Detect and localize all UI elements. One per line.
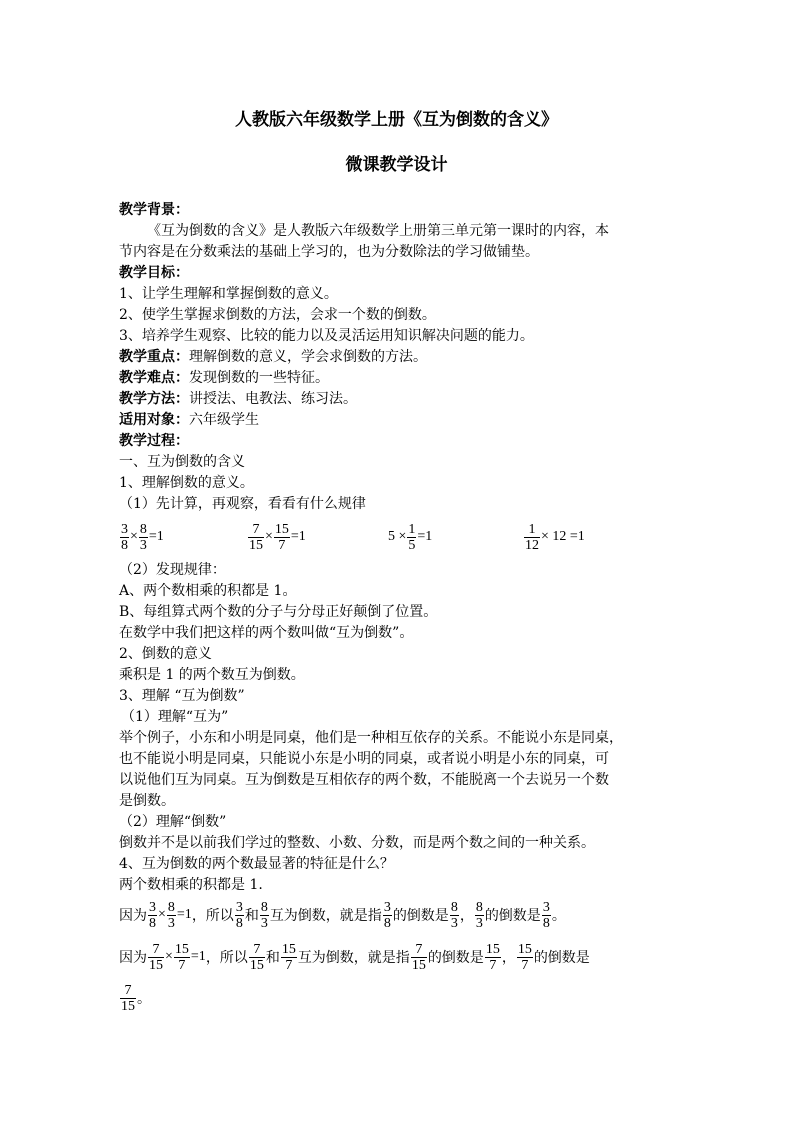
process-line: 举个例子，小东和小明是同桌，他们是一种相互依存的关系。不能说小东是同桌， <box>119 730 623 746</box>
five-times: 5 × <box>388 529 407 544</box>
explain-line-3 <box>119 978 151 1018</box>
comma-text: ， <box>501 950 516 966</box>
because-text: 因为 <box>119 908 147 924</box>
background-label: 教学背景： <box>119 202 189 218</box>
fraction: $\frac{1}{12}$ <box>525 521 539 553</box>
difficulty <box>119 368 329 388</box>
audience-label: 适用对象： <box>119 412 189 428</box>
process-line: （2）理解“倒数” <box>119 814 227 830</box>
fraction: $\frac{15}{7}$ <box>485 941 500 973</box>
fraction: $\frac{8}{3}$ <box>260 899 268 931</box>
process-line: （2）发现规律： <box>119 562 226 578</box>
document-title: 人教版六年级数学上册《互为倒数的含义》 <box>235 110 558 130</box>
period-text: 。 <box>551 908 566 924</box>
equals-one: =1 <box>148 529 164 544</box>
goal-item: 2、使学生掌握求倒数的方法，会求一个数的倒数。 <box>119 307 436 323</box>
and-text: 和 <box>265 950 280 966</box>
recip-of-text: 的倒数是 <box>484 908 541 924</box>
reciprocal-text: 互为倒数，就是指 <box>269 908 382 924</box>
goal-item: 3、培养学生观察、比较的能力以及灵活运用知识解决问题的能力。 <box>119 328 534 344</box>
fraction: $\frac{3}{8}$ <box>542 899 550 931</box>
process-line: 以说他们互为同桌。互为倒数是互相依存的两个数，不能脱离一个去说另一个数 <box>119 772 609 788</box>
process-line: 乘积是 1 的两个数互为倒数。 <box>119 667 305 683</box>
explain-line-2 <box>119 937 590 977</box>
difficulty-label: 教学难点： <box>119 370 189 386</box>
fraction: $\frac{8}{3}$ <box>167 899 175 931</box>
so-text: ，所以 <box>205 950 248 966</box>
method <box>119 389 357 409</box>
equals-one: =1 <box>176 907 192 922</box>
difficulty-text: 发现倒数的一些特征。 <box>189 370 329 386</box>
fraction: $\frac{8}{3}$ <box>475 899 483 931</box>
times-sign: × <box>158 907 166 922</box>
background-text-2: 节内容是在分数乘法的基础上学习的，也为分数除法的学习做铺垫。 <box>119 244 539 260</box>
equation-4 <box>523 517 585 557</box>
reciprocal-text: 互为倒数，就是指 <box>297 950 410 966</box>
equation-1 <box>119 517 164 557</box>
fraction: $\frac{15}{7}$ <box>274 521 289 553</box>
equals-one: =1 <box>290 529 306 544</box>
fraction: $\frac{7}{15}$ <box>249 941 264 973</box>
process-line: 3、理解 “互为倒数” <box>119 688 245 704</box>
fraction: $\frac{8}{3}$ <box>139 521 147 553</box>
background-text-1: 《互为倒数的含义》是人教版六年级数学上册第三单元第一课时的内容，本 <box>147 223 609 239</box>
audience-text: 六年级学生 <box>189 412 259 428</box>
process-line: B、每组算式两个数的分子与分母正好颠倒了位置。 <box>119 604 438 620</box>
recip-of-text: 的倒数是 <box>427 950 484 966</box>
fraction: $\frac{1}{5}$ <box>408 521 416 553</box>
document-subtitle: 微课教学设计 <box>345 155 448 175</box>
fraction: $\frac{7}{15}$ <box>249 521 263 553</box>
goal-item: 1、让学生理解和掌握倒数的意义。 <box>119 286 338 302</box>
explain-line-1 <box>119 895 566 935</box>
process-line: （1）先计算，再观察，看看有什么规律 <box>119 496 366 512</box>
equation-3 <box>388 517 432 557</box>
fraction: $\frac{7}{15}$ <box>411 941 426 973</box>
process-line: A、两个数相乘的积都是 1。 <box>119 583 297 599</box>
equation-2 <box>247 517 306 557</box>
fraction: $\frac{15}{7}$ <box>281 941 296 973</box>
equals-one: =1 <box>190 949 206 964</box>
key-point-label: 教学重点： <box>119 349 189 365</box>
fraction: $\frac{15}{7}$ <box>517 941 532 973</box>
key-point <box>119 347 427 367</box>
period-text: 。 <box>137 991 151 1007</box>
process-line: 也不能说小明是同桌，只能说小东是小明的同桌，或者说小明是小东的同桌，可 <box>119 751 609 767</box>
key-point-text: 理解倒数的意义，学会求倒数的方法。 <box>189 349 427 365</box>
process-line: 是倒数。 <box>119 793 175 809</box>
process-line: 两个数相乘的积都是 1. <box>119 877 263 893</box>
recip-of-text: 的倒数是 <box>533 950 590 966</box>
audience <box>119 410 259 430</box>
comma-text: ， <box>459 908 474 924</box>
process-label: 教学过程： <box>119 433 189 449</box>
process-line: 一、互为倒数的含义 <box>119 454 245 470</box>
fraction: $\frac{3}{8}$ <box>235 899 243 931</box>
because-text: 因为 <box>119 950 147 966</box>
fraction: $\frac{15}{7}$ <box>174 941 189 973</box>
process-line: 在数学中我们把这样的两个数叫做“互为倒数”。 <box>119 625 414 641</box>
process-line: 4、互为倒数的两个数最显著的特征是什么？ <box>119 856 394 872</box>
times-sign: × <box>265 529 273 544</box>
recip-of-text: 的倒数是 <box>392 908 449 924</box>
method-label: 教学方法： <box>119 391 189 407</box>
fraction: $\frac{3}{8}$ <box>121 521 128 553</box>
fraction: $\frac{8}{3}$ <box>450 899 458 931</box>
process-line: （1）理解“互为” <box>121 709 229 725</box>
process-line: 1、理解倒数的意义。 <box>119 475 254 491</box>
times-sign: × <box>165 949 173 964</box>
so-text: ，所以 <box>191 908 234 924</box>
fraction: $\frac{3}{8}$ <box>149 899 156 931</box>
goals-label: 教学目标： <box>119 265 189 281</box>
equals-one: =1 <box>417 529 433 544</box>
process-line: 2、倒数的意义 <box>119 646 212 662</box>
fraction: $\frac{3}{8}$ <box>383 899 391 931</box>
times-twelve: × 12 =1 <box>541 529 585 544</box>
times-sign: × <box>130 529 138 544</box>
process-line: 倒数并不是以前我们学过的整数、小数、分数，而是两个数之间的一种关系。 <box>119 835 595 851</box>
fraction: $\frac{7}{15}$ <box>149 941 163 973</box>
method-text: 讲授法、电教法、练习法。 <box>189 391 357 407</box>
fraction: $\frac{7}{15}$ <box>121 982 135 1014</box>
and-text: 和 <box>244 908 259 924</box>
